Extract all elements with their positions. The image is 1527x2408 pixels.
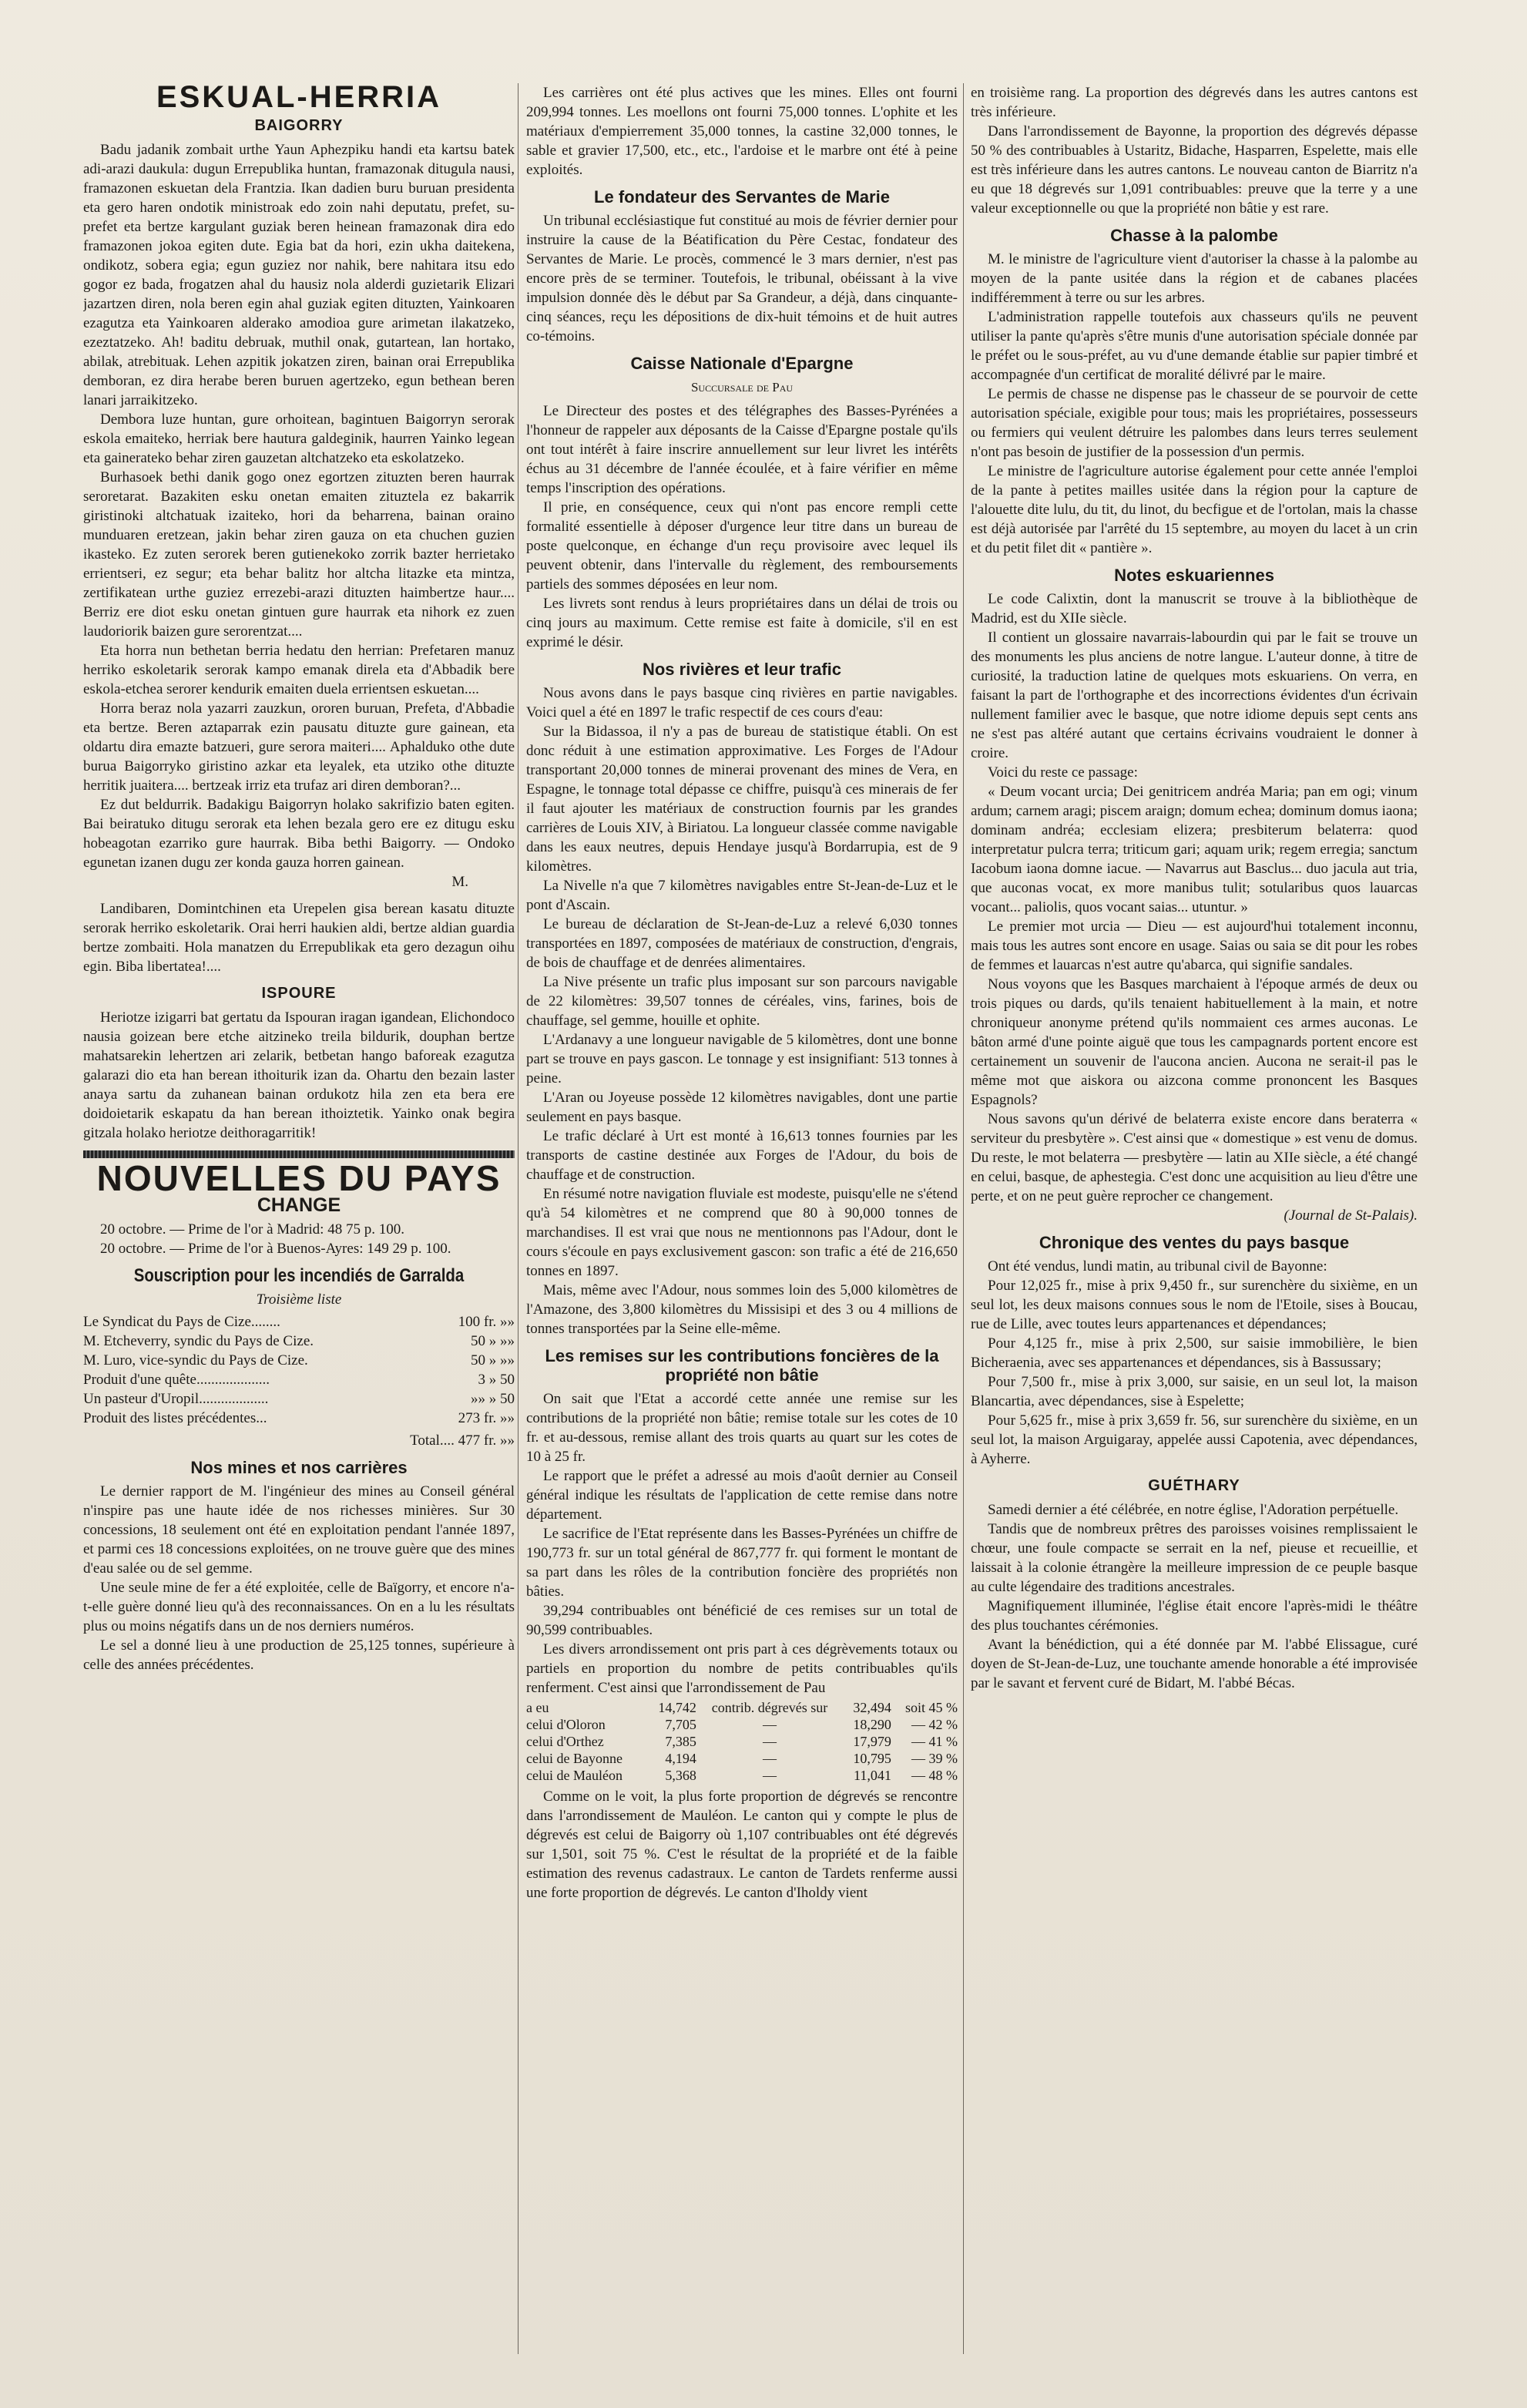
paragraph: La Nivelle n'a que 7 kilomètres navigables entre St-Jean-de-Luz et le pont d'Ascain. xyxy=(526,878,958,913)
list-item-amount: 50 » »» xyxy=(471,1352,515,1369)
list-item-amount: »» » 50 xyxy=(471,1391,515,1407)
paragraph: Dans l'arrondissement de Bayonne, la proportion des dégrevés dépasse 50 % des contribuables à Ustaritz, Bidache, Hasparren, Espelette, mais elle est très inférieure dans les autres cantons. Le nouveau canton de Biarritz n'a eu que 18 dégrevés sur 1,091 contribuables: preuve que la terre y a une valeur exceptionnelle ou que la propriété non bâtie y est rare. xyxy=(971,123,1418,217)
table-cell-a: 7,385 xyxy=(665,1734,696,1749)
list-item xyxy=(83,1409,515,1428)
caisse-subheading: Succursale de Pau xyxy=(690,380,794,395)
souscription-list xyxy=(83,1312,515,1428)
list-item-label: M. Luro, vice-syndic du Pays de Cize. xyxy=(83,1352,308,1369)
list-item-amount: 100 fr. »» xyxy=(458,1314,515,1330)
paragraph: Nous avons dans le pays basque cinq rivières en partie navigables. Voici quel a été en 1897 le trafic respectif de ces cours d'eau: xyxy=(526,685,958,720)
chronique-heading: Chronique des ventes du pays basque xyxy=(1039,1233,1350,1252)
list-item-label: Le Syndicat du Pays de Cize........ xyxy=(83,1314,280,1330)
table-cell-mid: — xyxy=(763,1717,777,1732)
change-heading: CHANGE xyxy=(257,1194,341,1216)
paragraph: Eta horra nun bethetan berria hedatu den herrian: Prefetaren manuz herriko eskoletarik serorak kampo emanak direla eta d'Abbadik bere eskola-etchea serorer kendurik emaiten duela errientsen eskuetan.... xyxy=(83,643,515,697)
rivieres-heading: Nos rivières et leur trafic xyxy=(642,660,841,679)
paragraph: Le trafic déclaré à Urt est monté à 16,613 tonnes fournies par les transports de castine destinée aux Forges de l'Adour, du bois de chauffage et de construction. xyxy=(526,1128,958,1183)
paragraph: Il prie, en conséquence, ceux qui n'ont pas encore rempli cette formalité essentielle à déposer d'urgence leur titre dans un bureau de poste quelconque, en échange d'un reçu provisoire avec lequel ils peuvent obtenir, dans l'intervalle du règlement, des remboursements partiels des sommes déposées en leur nom. xyxy=(526,499,958,593)
table-cell-b: 11,041 xyxy=(854,1768,891,1783)
list-item-label: Produit des listes précédentes... xyxy=(83,1410,267,1426)
table-row xyxy=(526,1699,958,1716)
paragraph: Comme on le voit, la plus forte proportion de dégrevés se rencontre dans l'arrondissement de Mauléon. Le canton qui y compte le plus de dégrevés est celui de Baigorry où 1,107 contribuables ont été dégrevés sur 1,501, soit 75 %. C'est le résultat de la propriété et de la faible estimation des revenus cadastraux. Le canton de Tardets renferme aussi une forte proportion de dégrevés. Le canton d'Iholdy vient xyxy=(526,1788,958,1901)
paragraph: Un tribunal ecclésiastique fut constitué au mois de février dernier pour instruire la cause de la Béatification du Père Cestac, fondateur des Servantes de Marie. Le procès, commencé le 3 mars dernier, n'est pas encore près de se terminer. Toutefois, le tribunal, obéissant à la vive impulsion donnée dès le début par Sa Grandeur, a déjà, dans cinquante-cinq séances, reçu les dépositions de dix-huit témoins et de huit autres co-témoins. xyxy=(526,213,958,344)
signature: M. xyxy=(451,874,468,890)
list-item-label: M. Etcheverry, syndic du Pays de Cize. xyxy=(83,1333,314,1349)
table-row xyxy=(526,1733,958,1750)
souscription-total: Total.... 477 fr. »» xyxy=(410,1432,515,1449)
list-item xyxy=(83,1351,515,1370)
paragraph: L'Aran ou Joyeuse possède 12 kilomètres navigables, dont une partie seulement en pays basque. xyxy=(526,1090,958,1125)
paragraph: Il contient un glossaire navarrais-labourdin qui par le fait se trouve un des monuments les plus anciens de notre langue. L'auteur donne, à titre de curiosité, la traduction latine de quelques mots eskuariens. On verra, en faisant la part de l'orthographe et des incorrections évidentes d'un écrivain nullement familier avec le basque, que notre idiome depuis sept cents ans ne s'est pas altéré autant que certains écrivains voudraient le donner à croire. xyxy=(971,630,1418,761)
paragraph: Les livrets sont rendus à leurs propriétaires dans un délai de trois ou cinq jours au maximum. Cette remise est faite à domicile, s'il en est exprimé le désir. xyxy=(526,596,958,650)
paragraph: Avant la bénédiction, qui a été donnée par M. l'abbé Elissague, curé doyen de St-Jean-de-Luz, une touchante amende honorable a été improvisée par le savant et fervent curé de Bidart, M. l'abbé Bécas. xyxy=(971,1637,1418,1691)
table-cell-a: 4,194 xyxy=(665,1751,696,1766)
paragraph: Une seule mine de fer a été exploitée, celle de Baïgorry, et encore n'a-t-elle guère donné lieu qu'à des reconnaissances. On en a lu les résultats plus ou moins négatifs dans un de nos derniers numéros. xyxy=(83,1580,515,1634)
paragraph: Pour 12,025 fr., mise à prix 9,450 fr., sur surenchère du sixième, en un seul lot, les deux maisons connues sous le nom de l'Etoile, sises à Boucau, rue de Lille, avec toutes leurs appartenances et dépendances; xyxy=(971,1278,1418,1332)
paragraph: Burhasoek bethi danik gogo onez egortzen zituzten beren haurrak seroretarat. Bazakiten esku onetan emaiten zituztela ez bakarrik giristinoki altchatuak izaiteko, hori da beharrena, bainan oraino munduaren eretzean, jakin behar ziren gauza on eta chuchen guzien ikasteko. Ez zuten serorek beren gutienekoko zorrik bazter herrietako errientseri, ez segur; eta behar balitz hor altcha litazke eta mintza, zertifikatean urthe guziez errezebi-arazi dituzten haimbertze haur.... Berriz ere diot esku onetan gintuen gure haurrak eta nihork ez zuen laudoriorik baizen gure serorentzat.... xyxy=(83,469,515,640)
notes-heading: Notes eskuariennes xyxy=(1114,566,1274,585)
table-cell-a: 5,368 xyxy=(665,1768,696,1783)
nouvelles-heading: NOUVELLES DU PAYS xyxy=(96,1158,502,1198)
paragraph: Samedi dernier a été célébrée, en notre église, l'Adoration perpétuelle. xyxy=(988,1502,1399,1518)
paragraph: Dembora luze huntan, gure orhoitean, bagintuen Baigorryn serorak eskola emaiteko, herriak bere hautura galdeginik, haurren Yainko legean eta gainerateko behar ziren gauzetan altchatzeko eta eskolatzeko. xyxy=(83,411,515,466)
paragraph: Le ministre de l'agriculture autorise également pour cette année l'emploi de la pante à petites mailles usitée dans la région pour la capture de l'alouette dite lulu, du tit, du linot, du becfigue et de l'ortolan, mais la chasse est déjà autorisée par l'arrêté du 15 septembre, au moyen du lacet à un crin et du petit filet dit « pantière ». xyxy=(971,463,1418,556)
paragraph: Nous savons qu'un dérivé de belaterra existe encore dans beraterra « serviteur du presbytère ». C'est ainsi que « domestique » est venu de domus. Du reste, le mot belaterra — presbytère — latin au XIIe siècle, a été changé en celui, basque, de aphestegia. C'est donc une acquisition au lieu d'être une perte, et on ne peut guère reprocher ce changement. xyxy=(971,1111,1418,1204)
paragraph: Pour 7,500 fr., mise à prix 3,000, sur saisie, en un seul lot, la maison Blancartia, avec dépendances, sise à Espelette; xyxy=(971,1374,1418,1409)
table-cell-mid: — xyxy=(763,1734,777,1749)
table-cell-mid: — xyxy=(763,1768,777,1783)
chasse-heading: Chasse à la palombe xyxy=(1110,226,1278,245)
column-divider xyxy=(518,83,519,2354)
souscription-subheading: Troisième liste xyxy=(256,1291,342,1308)
table-cell-label: a eu xyxy=(526,1700,549,1715)
list-item xyxy=(83,1370,515,1389)
table-cell-pct: soit 45 % xyxy=(904,1700,958,1715)
table-cell-mid: — xyxy=(763,1751,777,1766)
paragraph: On sait que l'Etat a accordé cette année une remise sur les contributions de la propriété non bâtie; remise totale sur les cotes de 10 fr. et au-dessous, remise allant des trois quarts au quart sur les cotes de 10 à 25 fr. xyxy=(526,1391,958,1465)
list-item xyxy=(83,1312,515,1332)
paragraph: Nous voyons que les Basques marchaient à l'époque armés de deux ou trois piques ou dards, qu'ils tenaient habituellement à la main, et notre chroniqueur anonyme prétend qu'ils nommaient ces armes auconas. Le bâton armé d'une pointe aiguë que tous les campagnards portent encore est certainement un souvenir de l'aucona ancien. Aucona ne serait-il pas le même mot que aiskora ou aizcona comme prononcent les Basques Espagnols? xyxy=(971,976,1418,1108)
list-item-amount: 50 » »» xyxy=(471,1333,515,1349)
degrevement-table xyxy=(526,1699,958,1784)
paragraph: La Nive présente un trafic plus imposant sur son parcours navigable de 22 kilomètres: 39,507 tonnes de céréales, vins, farines, bois de chauffage, sel gemme, houille et ophite. xyxy=(526,974,958,1029)
table-cell-a: 7,705 xyxy=(665,1717,696,1732)
caisse-heading: Caisse Nationale d'Epargne xyxy=(630,354,854,373)
table-cell-mid: contrib. dégrevés sur xyxy=(711,1700,828,1715)
paragraph: Voici du reste ce passage: xyxy=(988,764,1138,781)
paragraph: Le bureau de déclaration de St-Jean-de-Luz a relevé 6,030 tonnes transportées en 1897, composées de matériaux de construction, d'engrais, de bois de chauffage et de denrées alimentaires. xyxy=(526,916,958,971)
paragraph: Ont été vendus, lundi matin, au tribunal civil de Bayonne: xyxy=(988,1258,1327,1275)
column-2 xyxy=(526,83,958,2385)
list-item xyxy=(83,1389,515,1409)
paragraph: Le code Calixtin, dont la manuscrit se trouve à la bibliothèque de Madrid, est du XIIe siècle. xyxy=(971,591,1418,626)
column-3 xyxy=(971,83,1418,2385)
table-cell-label: celui de Mauléon xyxy=(526,1768,623,1783)
paragraph: En résumé notre navigation fluviale est modeste, puisqu'elle ne s'étend qu'à 54 kilomètres et ne comprend que 80 à 90,000 tonnes de marchandises. Il est vrai que nous ne mentionnons pas l'Adour, dont le cours s'écoule en pays exclusivement gascon: son trafic a été de 216,650 tonnes en 1897. xyxy=(526,1186,958,1279)
paragraph: Les divers arrondissement ont pris part à ces dégrèvements totaux ou partiels en proportion du nombre de petits contribuables qu'ils renferment. C'est ainsi que l'arrondissement de Pau xyxy=(526,1641,958,1696)
paragraph: Pour 4,125 fr., mise à prix 2,500, sur saisie immobilière, le bien Bicheraenia, avec ses appartenances et dépendances, sis à Bassussary; xyxy=(971,1335,1418,1371)
souscription-heading: Souscription pour les incendiés de Garralda xyxy=(133,1265,465,1286)
table-cell-pct: — 39 % xyxy=(911,1751,958,1766)
table-cell-pct: — 41 % xyxy=(911,1734,958,1749)
paragraph: Le permis de chasse ne dispense pas le chasseur de se pourvoir de cette autorisation spéciale, exigible pour tous; mais les propriétaires, possesseurs ou fermiers qui veulent détruire les palombes dans leurs terres seulement n'ont pas besoin de justifier de la possession d'un permis. xyxy=(971,386,1418,460)
paragraph: Tandis que de nombreux prêtres des paroisses voisines remplissaient le chœur, une foule compacte se serrait en la nef, pieuse et recueillie, et laissait à la colonie étrangère la meilleure impression de ce peuple basque au culte légendaire des traditions ancestrales. xyxy=(971,1521,1418,1595)
section-heading-ispoure: ISPOURE xyxy=(261,985,337,1002)
paragraph: Landibaren, Domintchinen eta Urepelen gisa berean kasatu dituzte serorak herriko eskoletarik. Orai herri haukien aldi, bertze aldian guardia bertze zombaiti. Hola manatzen du Errepublikak eta gero dezagun oihu egin. Biba libertatea!.... xyxy=(83,901,515,975)
paragraph: Heriotze izigarri bat gertatu da Ispouran iragan igandean, Elichondoco nausia goizean bere etche aitzineko treila bildurik, douphan bertze mahatsarekin lehertzen ari zelarik, betbetan hango baforeak ezagutza galarazi dio eta han berean ithoiturik izan da. Ohartu den bezain laster anaya sartu da zuhanean bainan ordukotz hila zen eta bera ere doidoietarik eskapatu da han berean ithoiztetik. Yainko onak begira gitzala holako heriotze deithoragarritik! xyxy=(83,1009,515,1141)
paragraph: Ez dut beldurrik. Badakigu Baigorryn holako sakrifizio baten egiten. Bai beiratuko ditugu serorak eta lehen bezala gero ere ez ditugu esku hobeagotan ezarriko gure haurrak. Biba bethi Baigorry. — Ondoko egunetan izanen dugu zer konda gauza horren gainean. xyxy=(83,797,515,871)
paragraph: Le dernier rapport de M. l'ingénieur des mines au Conseil général n'inspire pas une haute idée de nos richesses minières. Sur 30 concessions, 18 seulement ont été en exploitation pendant l'année 1897, et parmi ces 18 concessions exploitées, on ne trouve guère que des mines d'eau salée ou de sel gemme. xyxy=(83,1483,515,1577)
paragraph: Les carrières ont été plus actives que les mines. Elles ont fourni 209,994 tonnes. Les moellons ont fourni 75,000 tonnes. L'ophite et les matériaux d'empierrement 35,000 tonnes, la castine 32,000 tonnes, le sable et gravier 17,500, etc., etc., l'ardoise et le marbre ont été à peine exploités. xyxy=(526,85,958,178)
remises-heading: Les remises sur les contributions foncières de la propriété non bâtie xyxy=(545,1346,939,1385)
table-cell-b: 18,290 xyxy=(853,1717,891,1732)
list-item-amount: 3 » 50 xyxy=(478,1372,515,1388)
table-cell-label: celui de Bayonne xyxy=(526,1751,623,1766)
paragraph: Le sacrifice de l'Etat représente dans les Basses-Pyrénées un chiffre de 190,773 fr. sur un total général de 867,777 fr. qui forment le montant de sa part dans les rôles de la contribution foncière des propriétés non bâties. xyxy=(526,1526,958,1600)
table-row xyxy=(526,1716,958,1733)
paragraph: Sur la Bidassoa, il n'y a pas de bureau de statistique établi. On est donc réduit à une estimation approximative. Les Forges de l'Adour transportant 20,000 tonnes de minerai provenant des mines de Vera, en Espagne, le tonnage total dépasse ce chiffre, puisqu'à ces minerais de fer il faut ajouter les matériaux de construction fournis par les grandes carrières de Louis XIV, à Biriatou. La longueur classée comme navigable dans les eaux neutres, depuis Hendaye jusqu'à Bordarrupia, est de 9 kilomètres. xyxy=(526,724,958,875)
section-divider xyxy=(83,1150,515,1158)
list-item-label: Un pasteur d'Uropil................... xyxy=(83,1391,269,1407)
paragraph: M. le ministre de l'agriculture vient d'autoriser la chasse à la palombe au moyen de la pante usitée dans la région et de cabanes placées indifféremment à terre ou sur les arbres. xyxy=(971,251,1418,306)
column-1 xyxy=(83,83,515,2385)
guethary-heading: GUÉTHARY xyxy=(1148,1477,1240,1494)
paragraph: 39,294 contribuables ont bénéficié de ces remises sur un total de 90,599 contribuables. xyxy=(526,1603,958,1638)
paragraph: L'administration rappelle toutefois aux chasseurs qu'ils ne peuvent utiliser la pante qu'après s'être munis d'une autorisation spéciale donnée par le préfet ou le sous-préfet, au vu d'une demande établie sur papier timbré et accompagnée d'un certificat de moralité délivré par le maire. xyxy=(971,309,1418,383)
paragraph: Le premier mot urcia — Dieu — est aujourd'hui totalement inconnu, mais tous les autres sont encore en usage. Saias ou saia se dit pour les robes de femmes et lauarcas n'est autre qu'abarca, qui signifie sandales. xyxy=(971,919,1418,973)
list-item-label: Produit d'une quête.................... xyxy=(83,1372,270,1388)
change-line: 20 octobre. — Prime de l'or à Buenos-Ayres: 149 29 p. 100. xyxy=(100,1241,451,1257)
paragraph: en troisième rang. La proportion des dégrevés dans les autres cantons est très inférieure. xyxy=(971,85,1418,120)
fondateur-heading: Le fondateur des Servantes de Marie xyxy=(594,187,890,207)
paragraph: Le rapport que le préfet a adressé au mois d'août dernier au Conseil général indique les résultats de l'application de cette remise dans notre département. xyxy=(526,1468,958,1523)
table-cell-pct: — 42 % xyxy=(911,1717,958,1732)
latin-quote: « Deum vocant urcia; Dei genitricem andréa Maria; pan em ogi; vinum ardum; carnem aragi; piscem araign; domum echea; dominum domus iaona; dominam andréa; ecclesiam elizera; presbiterum belaterra: quod interpretatur pulcra terra; triticum gari; aquam urik; regem erregia; sanctum Iacobum iaona domne iacue. — Navarrus aut Basclus... duo jacula aut tria, que auconas vocat, ex more manibus tulit; sotularibus quos lauarcas vocant... paliolis, quos vocant saias... utuntur. » xyxy=(971,784,1418,915)
paragraph: Le Directeur des postes et des télégraphes des Basses-Pyrénées a l'honneur de rappeler aux déposants de la Caisse d'Epargne postale qu'ils ont tout intérêt à faire inscrire annuellement sur leur livret les intérêts échus au 31 décembre de l'année écoulée, et à faire vérifier en même temps l'inscription des opérations. xyxy=(526,403,958,496)
paragraph: Magnifiquement illuminée, l'église était encore l'après-midi le théâtre des plus touchantes cérémonies. xyxy=(971,1598,1418,1634)
change-line: 20 octobre. — Prime de l'or à Madrid: 48 75 p. 100. xyxy=(100,1221,404,1238)
table-cell-b: 17,979 xyxy=(853,1734,891,1749)
section-heading-baigorry: BAIGORRY xyxy=(254,117,344,134)
mines-heading: Nos mines et nos carrières xyxy=(190,1458,408,1477)
table-row xyxy=(526,1750,958,1767)
paragraph: Pour 5,625 fr., mise à prix 3,659 fr. 56, sur surenchère du sixième, en un seul lot, la maison Arguigaray, appelée aussi Capotenia, avec dépendances, à Ayherre. xyxy=(971,1412,1418,1467)
table-cell-b: 32,494 xyxy=(853,1700,891,1715)
column-divider xyxy=(963,83,964,2354)
masthead-title: ESKUAL-HERRIA xyxy=(156,83,442,114)
list-item-amount: 273 fr. »» xyxy=(458,1410,515,1426)
table-cell-label: celui d'Orthez xyxy=(526,1734,604,1749)
paragraph: Le sel a donné lieu à une production de 25,125 tonnes, supérieure à celle des années précédentes. xyxy=(83,1637,515,1673)
list-item xyxy=(83,1332,515,1351)
paragraph: Horra beraz nola yazarri zauzkun, ororen buruan, Prefeta, d'Abbadie eta bertze. Beren aztaparrak ezin pausatu dituzte gure gainean, eta oldartu dira emazte batzueri, gure serora maiteri.... Aphalduko othe dute burua Baigorryko giristino azkar eta leyalek, eta utziko othe dituzte herritik juaitera.... bertzeak irriz eta trufaz ari diren demboran?... xyxy=(83,700,515,794)
table-cell-b: 10,795 xyxy=(853,1751,891,1766)
table-cell-label: celui d'Oloron xyxy=(526,1717,606,1732)
paragraph: Badu jadanik zombait urthe Yaun Aphezpiku handi eta kartsu batek adi-arazi daukula: dugun Errepublika huntan, framazonak ditugula nausi, framazonen eskuetan dela Frantzia. Ikan dadien buru buruan presidenta eta gero haren ondotik ministroak edo zoin nahi deputatu, prefet, su-prefet eta bertze kargulant guziak beren heinean framazonak dira edo framazonen jokoa egiten dute. Egia bat da hori, ezin ukha daitekena, ondikotz, sobera egia; egun guziez nor nahik, bere nahitara itsu edo gogor ez bada, frogatzen ahal du hausiz nola alderdi guzietarik Elizari jazartzen diren, nola beren egin ahal guziak egiten dituzten, Yainkoaren ezagutza eta Yainkoaren alderako amodioa gure arimetan ilakatzeko, ezeztatzeko. Ah! baditu debruak, muthil onak, gutartean, lan hortako, abilak, atrebituak. Lehen azpitik jokatzen ziren, bainan orai Errepublika demboran, ez dira herabe beren buruen agertzeko, egun bethean beren lanari jarraikitzeko. xyxy=(83,142,515,408)
source-credit: (Journal de St-Palais). xyxy=(1284,1207,1418,1224)
paragraph: Mais, même avec l'Adour, nous sommes loin des 5,000 kilomètres de l'Amazone, des 3,800 kilomètres du Missisipi et des 3 ou 4 millions de tonnes transportées par la Seine elle-même. xyxy=(526,1282,958,1337)
paragraph: L'Ardanavy a une longueur navigable de 5 kilomètres, dont une bonne part se trouve en pays gascon. Le tonnage y est insignifiant: 513 tonnes à peine. xyxy=(526,1032,958,1086)
table-cell-pct: — 48 % xyxy=(911,1768,958,1783)
table-row xyxy=(526,1767,958,1784)
table-cell-a: 14,742 xyxy=(658,1700,696,1715)
